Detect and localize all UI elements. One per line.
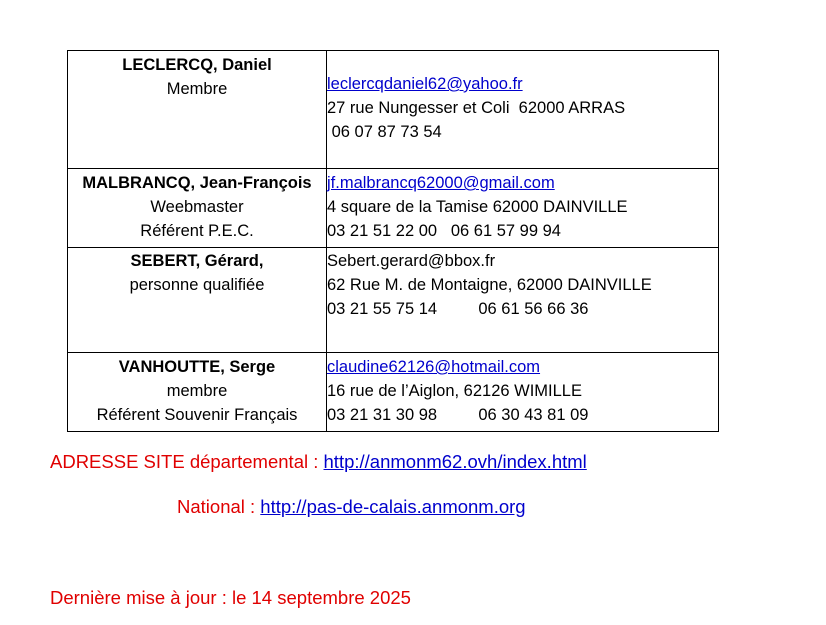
member-role: personne qualifiée bbox=[129, 276, 265, 294]
national-site-link[interactable]: http://pas-de-calais.anmonm.org bbox=[260, 496, 526, 517]
member-phones: 03 21 55 75 14 06 61 56 66 36 bbox=[327, 300, 589, 318]
last-update-text: Dernière mise à jour : le 14 septembre 2025 bbox=[50, 587, 411, 608]
member-phones: 03 21 51 22 00 06 61 57 99 94 bbox=[327, 222, 561, 240]
member-phones: 03 21 31 30 98 06 30 43 81 09 bbox=[327, 406, 589, 424]
member-contact-cell bbox=[327, 169, 719, 248]
member-name: SEBERT, Gérard, bbox=[130, 252, 264, 270]
member-email-text: Sebert.gerard@bbox.fr bbox=[327, 252, 496, 270]
member-address: 4 square de la Tamise 62000 DAINVILLE bbox=[327, 198, 628, 216]
national-site-label: National : bbox=[177, 496, 261, 517]
members-table bbox=[67, 50, 719, 432]
member-role: Weebmaster bbox=[150, 198, 244, 216]
member-role: Référent Souvenir Français bbox=[96, 406, 298, 424]
member-identity-cell bbox=[68, 51, 327, 169]
member-row bbox=[68, 353, 719, 432]
member-name: LECLERCQ, Daniel bbox=[122, 56, 272, 74]
member-address: 16 rue de l’Aiglon, 62126 WIMILLE bbox=[327, 382, 582, 400]
member-contact-cell bbox=[327, 51, 719, 169]
member-role: Membre bbox=[166, 80, 228, 98]
national-site-line bbox=[177, 496, 526, 518]
member-role: Référent P.E.C. bbox=[140, 222, 254, 240]
departemental-site-link[interactable]: http://anmonm62.ovh/index.html bbox=[323, 451, 587, 472]
member-name: VANHOUTTE, Serge bbox=[118, 358, 276, 376]
member-email-link[interactable]: jf.malbrancq62000@gmail.com bbox=[327, 174, 555, 192]
member-row bbox=[68, 51, 719, 169]
member-identity-cell bbox=[68, 353, 327, 432]
member-phones: 06 07 87 73 54 bbox=[327, 123, 442, 141]
departemental-site-label: ADRESSE SITE départemental : bbox=[50, 451, 324, 472]
member-row bbox=[68, 248, 719, 353]
member-role: membre bbox=[166, 382, 228, 400]
member-name: MALBRANCQ, Jean-François bbox=[82, 174, 312, 192]
member-contact-cell bbox=[327, 248, 719, 353]
member-address: 62 Rue M. de Montaigne, 62000 DAINVILLE bbox=[327, 276, 652, 294]
member-address: 27 rue Nungesser et Coli 62000 ARRAS bbox=[327, 99, 626, 117]
member-email-link[interactable]: claudine62126@hotmail.com bbox=[327, 358, 541, 376]
member-contact-cell bbox=[327, 353, 719, 432]
member-email-link[interactable]: leclercqdaniel62@yahoo.fr bbox=[327, 75, 523, 93]
departemental-site-line bbox=[50, 451, 587, 473]
member-identity-cell bbox=[68, 248, 327, 353]
member-row bbox=[68, 169, 719, 248]
member-identity-cell bbox=[68, 169, 327, 248]
